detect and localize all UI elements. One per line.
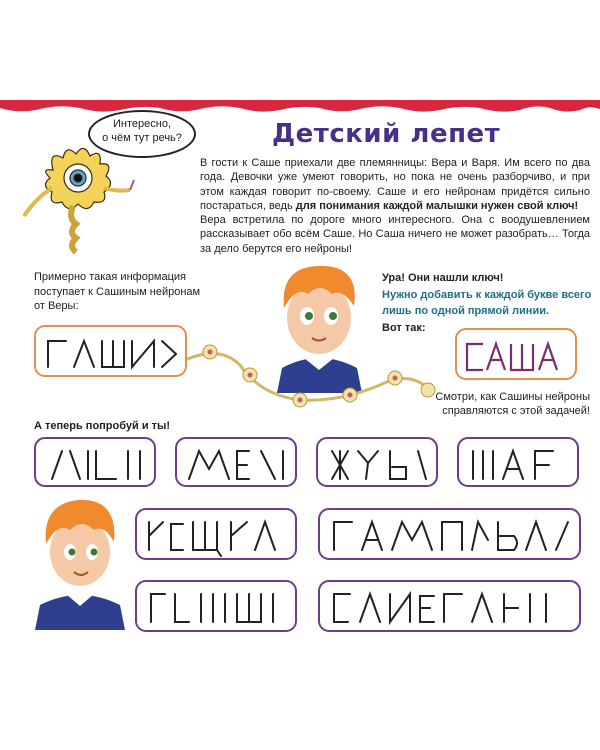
red-torn-stripe: [0, 100, 600, 114]
intro-paragraph-1: [200, 156, 590, 213]
puzzle-box-4[interactable]: [457, 437, 579, 487]
intro-p1-text: В гости к Саше приехали две племянницы: Вера и Варя. Им всего по два года. Девочки уже умеют говорить, но пока не очень разборчиво, и при этом каждая говорит по-своему. Саше и его нейронам придётся сильно постараться, ведь: [200, 157, 590, 212]
puzzle-box-8[interactable]: [318, 580, 581, 632]
boy-illustration-bottom: [30, 490, 130, 630]
yellow-monster-illustration: [18, 140, 143, 265]
puzzle-strokes-1: [36, 439, 158, 489]
puzzle-box-1[interactable]: [34, 437, 156, 487]
intro-p1-bold: для понимания каждой малышки нужен свой ключ!: [295, 199, 579, 212]
puzzle-strokes-6: [320, 510, 583, 562]
right-info-line1: Ура! Они нашли ключ!: [382, 272, 504, 284]
puzzle-strokes-5: [137, 510, 299, 562]
answer-box: [455, 328, 577, 380]
puzzle-strokes-8: [320, 582, 583, 634]
page-title: Детский лепет: [272, 119, 501, 149]
speech-bubble-line1: Интересно,: [113, 118, 171, 130]
puzzle-strokes-3: [318, 439, 440, 489]
example-scrambled-box: [34, 325, 187, 377]
intro-paragraph-2: Вера встретила по дороге много интересного. Она с воодушевлением рассказывает обо всём Саше. Но Саша ничего не может разобрать… Тогда за дело берутся его нейроны!: [200, 214, 590, 255]
left-info-text: Примерно такая информация поступает к Сашиным нейронам от Веры:: [34, 271, 201, 312]
puzzle-box-3[interactable]: [316, 437, 438, 487]
right-info-line3: Вот так:: [382, 321, 426, 334]
puzzle-strokes-2: [177, 439, 299, 489]
puzzle-box-2[interactable]: [175, 437, 297, 487]
speech-bubble-line2: о чём тут речь?: [102, 132, 182, 144]
puzzle-box-7[interactable]: [135, 580, 297, 632]
smotri-text: Смотри, как Сашины нейроны справляются с этой задачей!: [435, 391, 590, 417]
speech-bubble: [88, 110, 196, 158]
answer-word-strokes: [457, 330, 579, 382]
puzzle-strokes-4: [459, 439, 581, 489]
puzzle-strokes-7: [137, 582, 299, 634]
page-top: [0, 0, 600, 112]
try-now-heading: А теперь попробуй и ты!: [34, 420, 171, 432]
right-info-text: [382, 270, 592, 336]
scrambled-word-strokes: [36, 327, 189, 379]
puzzle-box-6[interactable]: [318, 508, 581, 560]
intro-text: [200, 156, 590, 256]
puzzle-box-5[interactable]: [135, 508, 297, 560]
right-info-line2: Нужно добавить к каждой букве всего лишь по одной прямой линии.: [382, 288, 592, 317]
